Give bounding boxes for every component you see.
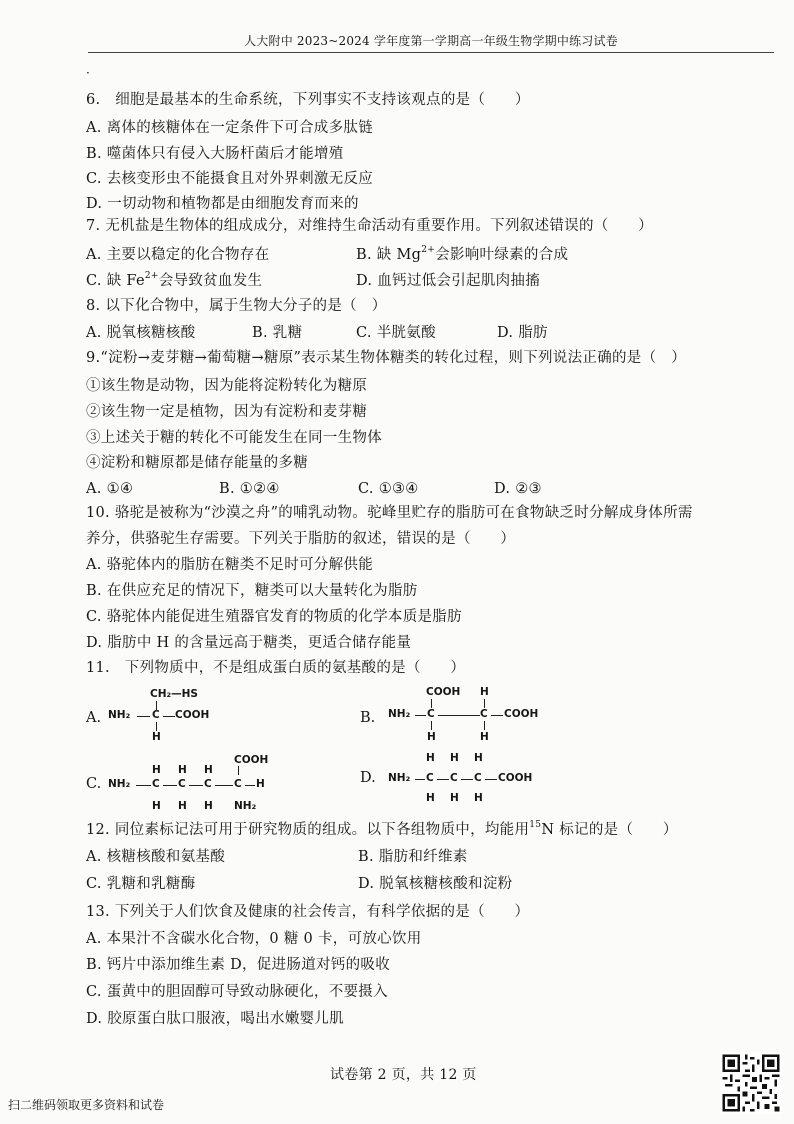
- d-c1: C: [426, 772, 434, 784]
- b-bond-mid: [438, 715, 480, 716]
- b-c1: C: [427, 708, 435, 720]
- q11-option-b-structure: [388, 686, 558, 748]
- q12-option-a: A. 核糖核酸和氨基酸: [86, 849, 225, 865]
- a-c: C: [152, 709, 160, 721]
- q11-option-c-structure: [108, 754, 288, 820]
- b-bond-left: [415, 715, 426, 716]
- c-h-top2: H: [178, 764, 187, 776]
- q13-option-a: A. 本果汁不含碳水化合物，0 糖 0 卡，可放心饮用: [86, 931, 422, 947]
- c-h-bot3: H: [204, 800, 213, 812]
- q7-option-c: C. 缺 $Fe^{2+}$会导致贫血发生: [86, 271, 263, 289]
- q11-option-a-structure: [108, 688, 228, 750]
- c-h-bot1: H: [152, 800, 161, 812]
- c-cooh-top: COOH: [234, 754, 269, 766]
- d-bond-2: [437, 779, 449, 780]
- b-h-bot2: H: [480, 731, 489, 743]
- b-bond-right: [491, 715, 503, 716]
- page-number: 试卷第 2 页，共 12 页: [330, 1067, 477, 1083]
- b-bond-bot2: [484, 721, 485, 730]
- b-c2: C: [480, 708, 488, 720]
- q9-item-2: ②该生物一定是植物，因为有淀粉和麦芽糖: [86, 404, 368, 420]
- q8-option-b: B. 乳糖: [252, 325, 303, 341]
- b-cooh-top: COOH: [426, 686, 461, 698]
- q9-option-c: C. ①③④: [358, 481, 419, 497]
- b-h-bot1: H: [427, 731, 436, 743]
- b-h-top: H: [480, 686, 489, 698]
- q12-option-b: B. 脂肪和纤维素: [358, 849, 468, 865]
- d-h-bot1: H: [426, 792, 435, 804]
- a-nh2: NH₂: [108, 709, 131, 721]
- q13-option-b: B. 钙片中添加维生素 D，促进肠道对钙的吸收: [86, 957, 391, 973]
- d-h-bot3: H: [474, 792, 483, 804]
- d-bond-4: [485, 779, 497, 780]
- q8-option-a: A. 脱氧核糖核酸: [86, 325, 196, 341]
- q11-option-d-letter: D.: [360, 770, 376, 786]
- c-c2: C: [178, 778, 186, 790]
- b-bond-top1: [431, 699, 432, 708]
- q8-option-c: C. 半胱氨酸: [356, 325, 436, 341]
- c-bond-3: [189, 785, 203, 786]
- q12-option-c: C. 乳糖和乳糖酶: [86, 876, 196, 892]
- q11-stem: 11. 下列物质中，不是组成蛋白质的氨基酸的是（ ）: [86, 660, 466, 676]
- qr-promo-note: 扫二维码领取更多资料和试卷: [8, 1098, 165, 1112]
- c-c3: C: [204, 778, 212, 790]
- header-rule: [88, 52, 774, 53]
- a-h: H: [152, 731, 161, 743]
- q10-stem-line2: 养分，供骆驼生存需要。下列关于脂肪的叙述，错误的是（ ）: [86, 531, 516, 547]
- c-bond-5: [245, 785, 255, 786]
- page-header: 人大附中 2023~2024 学年度第一学期高一年级生物学期中练习试卷: [244, 34, 618, 48]
- q9-option-a: A. ①④: [86, 481, 134, 497]
- q10-option-a: A. 骆驼体内的脂肪在糖类不足时可分解供能: [86, 557, 373, 573]
- q10-option-d: D. 脂肪中 H 的含量远高于糖类，更适合储存能量: [86, 635, 412, 651]
- q11-option-c-letter: C.: [86, 776, 102, 792]
- q10-stem-line1: 10. 骆驼是被称为“沙漠之舟”的哺乳动物。驼峰里贮存的脂肪可在食物缺乏时分解成身体所需: [86, 505, 693, 521]
- qr-code-icon: [720, 1052, 782, 1114]
- q11-option-b-letter: B.: [360, 710, 376, 726]
- b-nh2: NH₂: [388, 708, 411, 720]
- d-c3: C: [474, 772, 482, 784]
- c-nh2-bot: NH₂: [234, 800, 257, 812]
- stray-dot: ·: [86, 66, 90, 80]
- d-c2: C: [450, 772, 458, 784]
- q9-option-d: D. ②③: [494, 481, 542, 497]
- q8-option-d: D. 脂肪: [497, 325, 548, 341]
- q9-item-3: ③上述关于糖的转化不可能发生在同一生物体: [86, 430, 382, 446]
- c-bond-4: [215, 785, 233, 786]
- c-c4: C: [234, 778, 242, 790]
- b-bond-top2: [484, 699, 485, 708]
- q9-stem: 9.“淀粉→麦芽糖→葡萄糖→糖原”表示某生物体糖类的转化过程，则下列说法正确的是（ ）: [86, 350, 687, 366]
- c-h-top3: H: [204, 764, 213, 776]
- q7-option-d: D. 血钙过低会引起肌肉抽搐: [356, 273, 541, 289]
- d-nh2: NH₂: [388, 772, 411, 784]
- c-bond-cooh: [238, 766, 239, 775]
- q11-option-d-structure: [388, 752, 568, 816]
- q10-option-b: B. 在供应充足的情况下，糖类可以大量转化为脂肪: [86, 583, 418, 599]
- c-h-top1: H: [152, 764, 161, 776]
- q6-stem: 6. 细胞是最基本的生命系统，下列事实不支持该观点的是（ ）: [86, 92, 530, 108]
- a-bond-left: [137, 716, 150, 717]
- a-cooh: COOH: [175, 709, 210, 721]
- q13-stem: 13. 下列关于人们饮食及健康的社会传言，有科学依据的是（ ）: [86, 904, 530, 920]
- d-h-bot2: H: [450, 792, 459, 804]
- c-nh2: NH₂: [108, 778, 131, 790]
- a-ch2hs: CH₂—HS: [150, 688, 198, 700]
- q11-option-a-letter: A.: [86, 710, 102, 726]
- c-h-right: H: [256, 778, 265, 790]
- c-bond-1: [136, 785, 151, 786]
- d-h-top3: H: [474, 752, 483, 764]
- a-bond-right: [163, 716, 175, 717]
- d-cooh: COOH: [498, 772, 533, 784]
- d-h-top1: H: [426, 752, 435, 764]
- q13-option-d: D. 胶原蛋白肽口服液，喝出水嫩婴儿肌: [86, 1011, 345, 1027]
- c-bond-2: [163, 785, 177, 786]
- q6-option-a: A. 离体的核糖体在一定条件下可合成多肽链: [86, 120, 373, 136]
- d-bond-1: [415, 779, 425, 780]
- b-cooh: COOH: [504, 708, 539, 720]
- q6-option-c: C. 去核变形虫不能摄食且对外界刺激无反应: [86, 171, 374, 187]
- d-bond-3: [461, 779, 473, 780]
- b-bond-bot1: [431, 721, 432, 730]
- q6-option-b: B. 噬菌体只有侵入大肠杆菌后才能增殖: [86, 146, 344, 162]
- q8-stem: 8. 以下化合物中，属于生物大分子的是（ ）: [86, 298, 387, 314]
- q7-stem: 7. 无机盐是生物体的组成成分，对维持生命活动有重要作用。下列叙述错误的（ ）: [86, 218, 653, 234]
- q9-item-1: ①该生物是动物，因为能将淀粉转化为糖原: [86, 378, 368, 394]
- q10-option-c: C. 骆驼体内能促进生殖器官发育的物质的化学本质是脂肪: [86, 609, 462, 625]
- q7-option-b: B. 缺 $Mg^{2+}$会影响叶绿素的合成: [356, 245, 569, 263]
- q6-option-d: D. 一切动物和植物都是由细胞发育而来的: [86, 196, 359, 212]
- q9-option-b: B. ①②④: [219, 481, 280, 497]
- q9-item-4: ④淀粉和糖原都是储存能量的多糖: [86, 455, 308, 471]
- c-h-bot2: H: [178, 800, 187, 812]
- d-h-top2: H: [450, 752, 459, 764]
- q12-stem: 12. 同位素标记法可用于研究物质的组成。以下各组物质中，均能用$^{15}$N 标记的是（ ）: [86, 820, 678, 838]
- q7-option-a: A. 主要以稳定的化合物存在: [86, 247, 270, 263]
- a-bond-bottom: [156, 722, 157, 731]
- c-c1: C: [152, 778, 160, 790]
- q12-option-d: D. 脱氧核糖核酸和淀粉: [358, 876, 513, 892]
- q13-option-c: C. 蛋黄中的胆固醇可导致动脉硬化，不要摄入: [86, 984, 388, 1000]
